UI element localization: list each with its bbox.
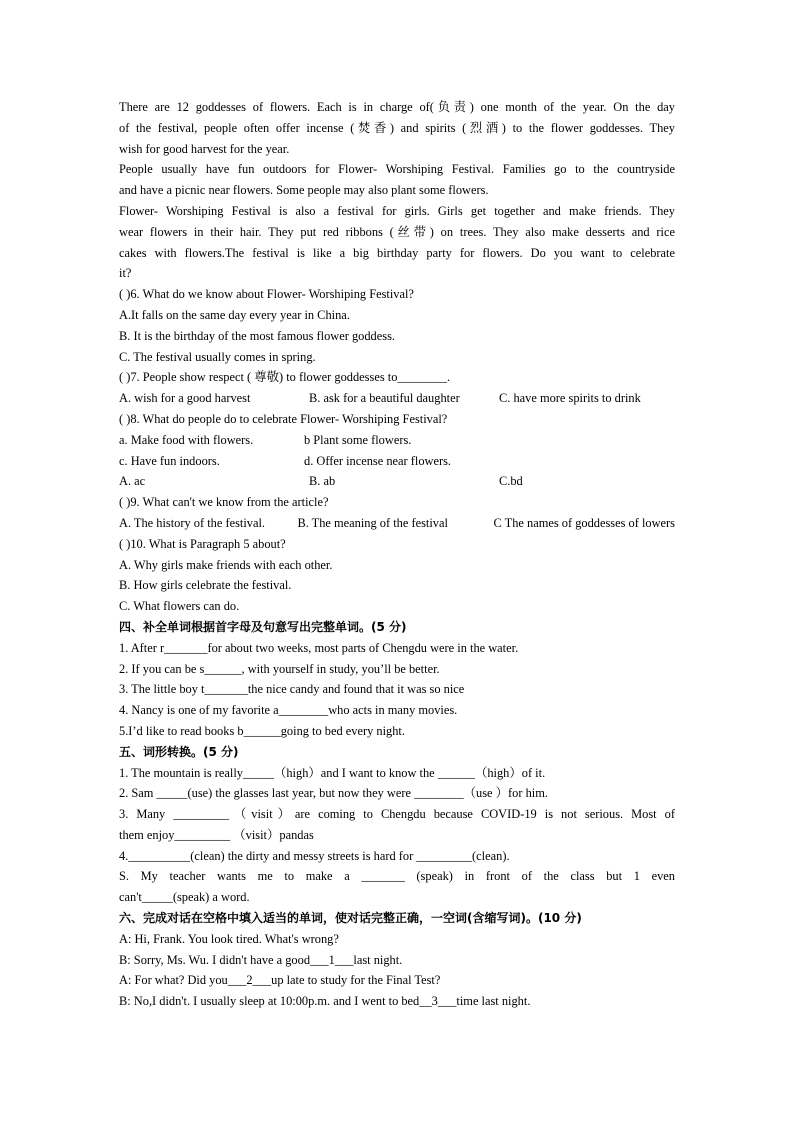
option-b: B. The meaning of the festival (297, 515, 448, 530)
exercise-item: 3. Many _________（visit）are coming to Chengdu because COVID-19 is not serious. Most of (119, 807, 675, 822)
exercise-item: 2. Sam _____(use) the glasses last year, but now they were ________（use ）for him. (119, 786, 548, 801)
exercise-item: 5.I’d like to read books b______going to bed every night. (119, 723, 405, 738)
text-line: and have a picnic near flowers. Some people may also plant some flowers. (119, 183, 489, 198)
exercise-item: 4.__________(clean) the dirty and messy streets is hard for _________(clean). (119, 848, 510, 863)
exercise-item: S. My teacher wants me to make a _______ (speak) in front of the class but 1 even (119, 869, 675, 884)
option-b: B. ask for a beautiful daughter (309, 391, 460, 406)
text-line: Flower- Worshiping Festival is also a festival for girls. Girls get together and make friends. They (119, 203, 675, 218)
question-9 (119, 492, 675, 534)
text-line: wear flowers in their hair. They put red ribbons (丝带) on trees. They also make desserts and rice (119, 224, 675, 239)
worksheet-content (119, 97, 675, 1012)
text-line: it? (119, 266, 132, 281)
text-line: of the festival, people often offer incense (焚香) and spirits (烈酒) to the flower goddesses. They (119, 120, 675, 135)
question-stem: ( )8. What do people do to celebrate Flower- Worshiping Festival? (119, 411, 448, 426)
section-title: 五、词形转换。(5 分) (119, 744, 239, 759)
text-line: There are 12 goddesses of flowers. Each is in charge of(负责) one month of the year. On the day (119, 100, 675, 114)
question-6 (119, 284, 675, 367)
section-title: 六、完成对话在空格中填入适当的单词，使对话完整正确，一空词(含缩写词)。(10 分) (119, 911, 582, 926)
exercise-item: them enjoy_________ （visit）pandas (119, 827, 314, 842)
exercise-item: 3. The little boy t_______the nice candy and found that it was so nice (119, 682, 465, 697)
option-a: A. The history of the festival. (119, 515, 266, 530)
passage-paragraph-3 (119, 201, 675, 284)
question-stem: ( )10. What is Paragraph 5 about? (119, 536, 286, 551)
dialogue-line: A: For what? Did you___2___up late to study for the Final Test? (119, 973, 441, 988)
section-title: 四、补全单词根据首字母及句意写出完整单词。(5 分) (119, 619, 407, 634)
options-row (119, 513, 675, 534)
option-a: A. wish for a good harvest (119, 391, 251, 406)
choice-c: c. Have fun indoors. (119, 453, 220, 468)
option-c: C The names of goddesses of lowers (493, 515, 675, 530)
choices-row-1 (119, 430, 675, 451)
options-row (119, 471, 675, 492)
section-5 (119, 742, 675, 908)
text-line: cakes with flowers.The festival is like a big birthday party for flowers. Do you want to celebrate (119, 245, 675, 260)
question-10 (119, 534, 675, 617)
section-6 (119, 908, 675, 1012)
choice-a: a. Make food with flowers. (119, 432, 254, 447)
passage-paragraph-2 (119, 159, 675, 201)
option-a: A. Why girls make friends with each other. (119, 557, 333, 572)
option-b: B. It is the birthday of the most famous flower goddess. (119, 328, 395, 343)
choices-row-2 (119, 451, 675, 472)
exercise-item: 2. If you can be s______, with yourself in study, you’ll be better. (119, 661, 440, 676)
exercise-item: 1. The mountain is really_____（high）and I want to know the ______（high）of it. (119, 765, 546, 780)
option-b: B. How girls celebrate the festival. (119, 578, 292, 593)
dialogue-line: B: No,I didn't. I usually sleep at 10:00p.m. and I went to bed__3___time last night. (119, 994, 531, 1009)
option-a: A. ac (119, 474, 146, 489)
text-line: People usually have fun outdoors for Flower- Worshiping Festival. Families go to the countryside (119, 162, 675, 177)
exercise-item: 4. Nancy is one of my favorite a________who acts in many movies. (119, 703, 458, 718)
options-row (119, 388, 675, 409)
option-a: A.It falls on the same day every year in China. (119, 307, 350, 322)
passage-paragraph-1 (119, 97, 675, 159)
question-stem: ( )7. People show respect ( 尊敬) to flower goddesses to________. (119, 370, 451, 385)
question-7 (119, 367, 675, 409)
exercise-item: 1. After r_______for about two weeks, most parts of Chengdu were in the water. (119, 640, 519, 655)
dialogue-line: B: Sorry, Ms. Wu. I didn't have a good___1___last night. (119, 952, 403, 967)
option-c: C. The festival usually comes in spring. (119, 349, 316, 364)
option-c: C. have more spirits to drink (499, 391, 641, 406)
choice-d: d. Offer incense near flowers. (304, 453, 452, 468)
option-c: C. What flowers can do. (119, 599, 240, 614)
section-4 (119, 617, 675, 742)
option-b: B. ab (309, 474, 336, 489)
question-stem: ( )6. What do we know about Flower- Worshiping Festival? (119, 287, 414, 302)
text-line: wish for good harvest for the year. (119, 141, 290, 156)
choice-b: b Plant some flowers. (304, 432, 412, 447)
exercise-item: can't_____(speak) a word. (119, 890, 250, 905)
question-8 (119, 409, 675, 492)
question-stem: ( )9. What can't we know from the article? (119, 495, 329, 510)
dialogue-line: A: Hi, Frank. You look tired. What's wrong? (119, 931, 339, 946)
option-c: C.bd (499, 474, 523, 489)
